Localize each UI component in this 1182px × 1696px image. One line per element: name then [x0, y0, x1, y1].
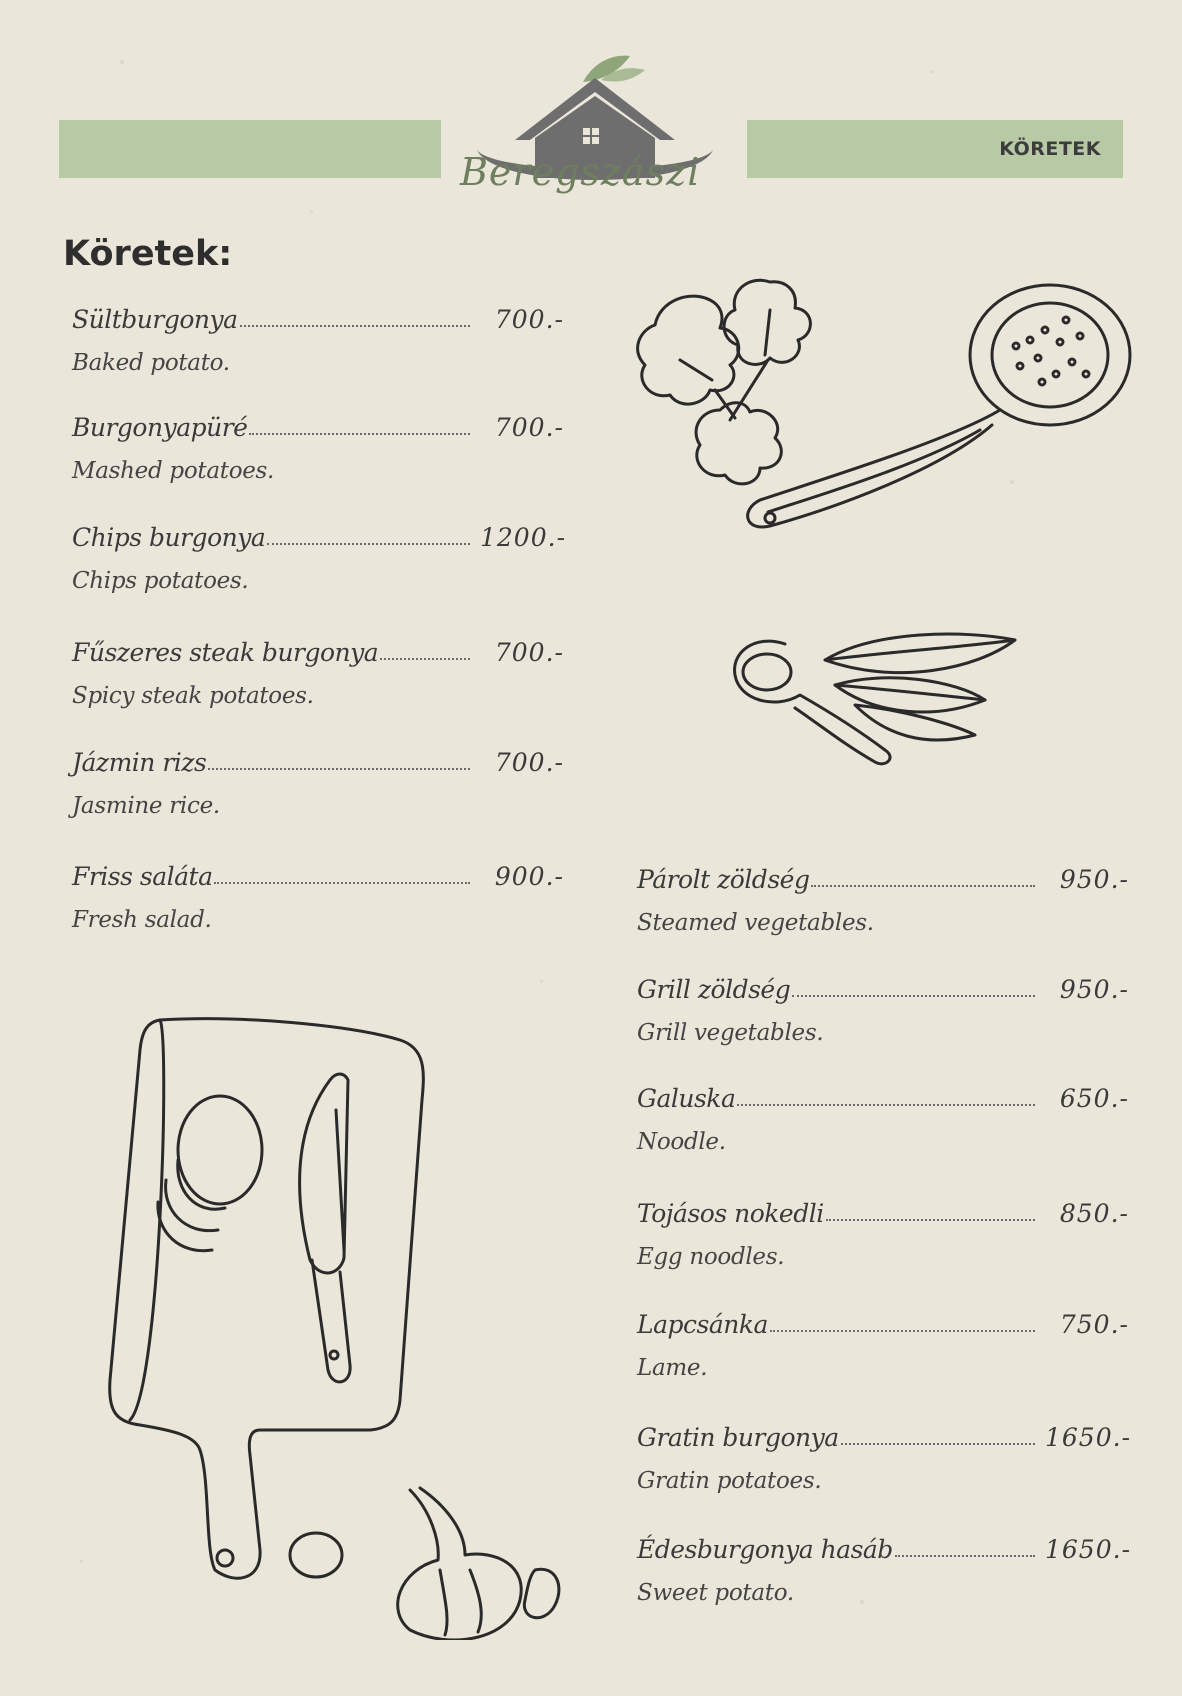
- menu-item: [72, 516, 567, 616]
- leader-dots: [267, 543, 470, 545]
- item-english: Steamed vegetables.: [637, 910, 874, 936]
- menu-item: [637, 1077, 1129, 1177]
- leader-dots: [249, 433, 470, 435]
- menu-item: [72, 406, 564, 506]
- leader-dots: [792, 995, 1035, 997]
- item-english: Mashed potatoes.: [72, 458, 275, 484]
- header-band-right: [747, 120, 1123, 178]
- menu-item: [72, 855, 564, 955]
- item-price: 950.-: [1059, 975, 1129, 1004]
- leader-dots: [380, 658, 470, 660]
- item-name: Fűszeres steak burgonya: [72, 638, 379, 667]
- item-name: Tojásos nokedli: [637, 1199, 824, 1228]
- item-english: Lame.: [637, 1355, 708, 1381]
- bay-leaves-icon: [825, 634, 1015, 740]
- item-english: Baked potato.: [72, 350, 230, 376]
- item-price: 850.-: [1059, 1199, 1129, 1228]
- leader-dots: [208, 768, 470, 770]
- item-english: Spicy steak potatoes.: [72, 683, 314, 709]
- item-name: Chips burgonya: [72, 523, 266, 552]
- pepper-spoon-icon: [748, 285, 1130, 527]
- item-name: Sültburgonya: [72, 305, 238, 334]
- section-tag: KÖRETEK: [999, 138, 1101, 160]
- item-english: Jasmine rice.: [72, 793, 220, 819]
- item-name: Galuska: [637, 1084, 736, 1113]
- item-price: 950.-: [1059, 865, 1129, 894]
- page-title: Köretek:: [63, 234, 233, 274]
- item-english: Fresh salad.: [72, 907, 212, 933]
- item-price: 700.-: [494, 413, 564, 442]
- item-name: Friss saláta: [72, 862, 213, 891]
- item-name: Édesburgonya hasáb: [637, 1535, 893, 1564]
- egg-slices-icon: [158, 1096, 262, 1251]
- item-price: 1650.-: [1045, 1423, 1132, 1452]
- item-price: 650.-: [1059, 1084, 1129, 1113]
- leader-dots: [737, 1104, 1035, 1106]
- item-price: 700.-: [494, 305, 564, 334]
- menu-item: [637, 1192, 1129, 1292]
- parsley-icon: [638, 280, 811, 484]
- knife-icon: [300, 1074, 351, 1382]
- menu-item: [637, 858, 1129, 958]
- brand-name: Beregszászi: [460, 150, 701, 194]
- garlic-icon: [290, 1488, 559, 1640]
- leader-dots: [240, 325, 470, 327]
- leader-dots: [811, 885, 1035, 887]
- item-name: Párolt zöldség: [637, 865, 810, 894]
- item-price: 1650.-: [1045, 1535, 1132, 1564]
- item-english: Gratin potatoes.: [637, 1468, 822, 1494]
- item-price: 700.-: [494, 748, 564, 777]
- menu-item: [72, 631, 564, 731]
- leader-dots: [841, 1443, 1035, 1445]
- item-english: Egg noodles.: [637, 1244, 785, 1270]
- item-name: Gratin burgonya: [637, 1423, 839, 1452]
- leader-dots: [826, 1219, 1035, 1221]
- leader-dots: [214, 882, 470, 884]
- menu-item: [637, 1528, 1132, 1628]
- spoon-leaves-sketch: [725, 630, 1025, 770]
- leader-dots: [895, 1555, 1035, 1557]
- herb-sketch: [620, 270, 1140, 550]
- item-price: 700.-: [494, 638, 564, 667]
- menu-item: [637, 968, 1129, 1068]
- item-name: Burgonyapüré: [72, 413, 248, 442]
- item-english: Grill vegetables.: [637, 1020, 824, 1046]
- board-sketch: [100, 1010, 580, 1640]
- item-english: Sweet potato.: [637, 1580, 794, 1606]
- item-price: 750.-: [1059, 1310, 1129, 1339]
- item-price: 1200.-: [480, 523, 567, 552]
- leader-dots: [770, 1330, 1035, 1332]
- item-english: Chips potatoes.: [72, 568, 249, 594]
- menu-item: [72, 741, 564, 841]
- menu-item: [637, 1303, 1129, 1403]
- item-price: 900.-: [494, 862, 564, 891]
- item-name: Grill zöldség: [637, 975, 791, 1004]
- item-name: Lapcsánka: [637, 1310, 768, 1339]
- header-band-left: [59, 120, 441, 178]
- item-english: Noodle.: [637, 1129, 726, 1155]
- cutting-board-icon: [110, 1019, 424, 1578]
- menu-item: [72, 298, 564, 398]
- menu-item: [637, 1416, 1132, 1516]
- item-name: Jázmin rizs: [72, 748, 207, 777]
